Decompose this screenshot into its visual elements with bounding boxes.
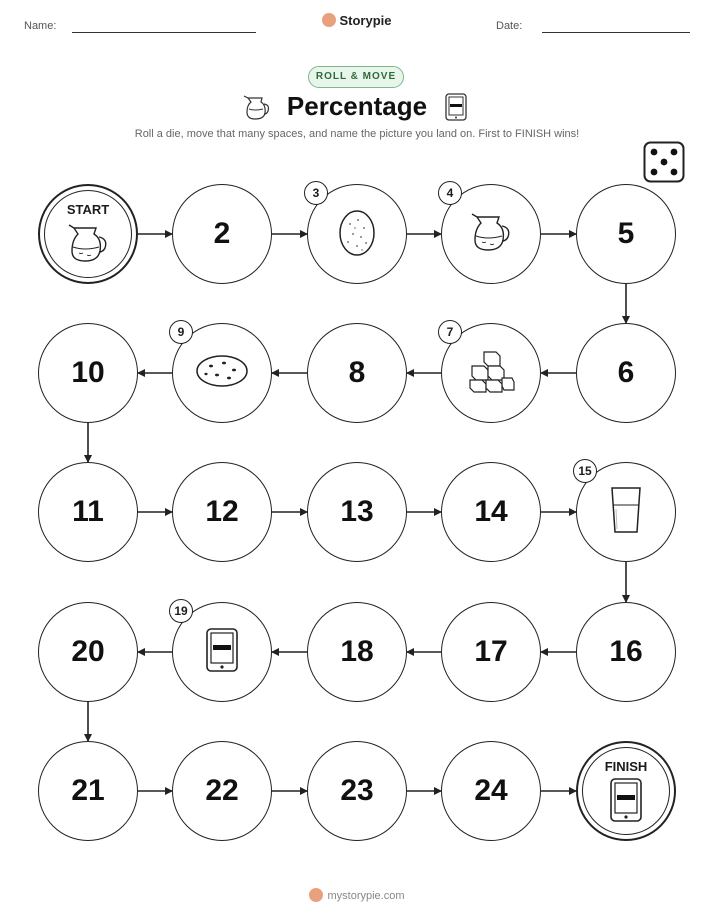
board-space	[576, 184, 676, 284]
board-space	[172, 602, 272, 702]
space-number: 21	[71, 774, 105, 807]
date-label: Date:	[496, 20, 523, 32]
board-space	[576, 323, 676, 423]
board-space	[38, 462, 138, 562]
start-space	[38, 184, 138, 284]
brand-name: Storypie	[339, 13, 392, 28]
board-space	[307, 323, 407, 423]
space-number: 20	[71, 635, 105, 668]
board-space	[441, 602, 541, 702]
space-number: 2	[213, 217, 231, 250]
instructions: Roll a die, move that many spaces, and name the picture you land on. First to FINISH wins!	[134, 128, 580, 140]
sugar-cubes-icon	[466, 348, 516, 399]
space-number: 16	[609, 635, 643, 668]
space-number: 12	[205, 495, 239, 528]
cookie-icon	[194, 351, 250, 396]
space-number: 11	[72, 495, 104, 528]
space-number: 8	[348, 356, 366, 389]
space-number: 24	[474, 774, 508, 807]
space-number: 5	[617, 217, 635, 250]
space-number: 13	[340, 495, 374, 528]
space-number: 9	[169, 320, 193, 344]
space-number: 10	[71, 356, 105, 389]
footer-text: mystorypie.com	[327, 890, 405, 902]
pitcher-icon	[468, 210, 514, 259]
footer-url	[0, 888, 714, 902]
board-space	[441, 462, 541, 562]
board-space	[307, 602, 407, 702]
space-number: 19	[169, 599, 193, 623]
space-number: 7	[438, 320, 462, 344]
finish-space	[576, 741, 676, 841]
board-space	[576, 602, 676, 702]
board-space	[576, 462, 676, 562]
board-space	[172, 741, 272, 841]
board-space	[172, 323, 272, 423]
glass-icon	[609, 485, 643, 540]
board-space	[172, 462, 272, 562]
board-space	[38, 741, 138, 841]
space-number: 22	[205, 774, 239, 807]
space-number: 6	[617, 356, 635, 389]
name-label: Name:	[24, 20, 57, 32]
space-number: 23	[340, 774, 374, 807]
tablet-icon	[609, 777, 643, 828]
space-number: 4	[438, 181, 462, 205]
space-number: 17	[474, 635, 508, 668]
board-space	[38, 323, 138, 423]
board-space	[172, 184, 272, 284]
space-number: 14	[474, 495, 508, 528]
board-space	[441, 741, 541, 841]
tablet-icon	[205, 627, 239, 678]
board-space	[441, 184, 541, 284]
board-space	[441, 323, 541, 423]
bear-icon	[309, 888, 323, 902]
start-label: START	[66, 202, 110, 217]
board-space	[307, 741, 407, 841]
board-space	[307, 184, 407, 284]
pitcher-icon	[65, 221, 111, 270]
board-space	[307, 462, 407, 562]
finish-label: FINISH	[604, 759, 648, 774]
roll-move-badge: ROLL & MOVE	[308, 66, 404, 88]
space-number: 18	[340, 635, 374, 668]
space-number: 3	[304, 181, 328, 205]
egg-icon	[335, 206, 379, 263]
space-number: 15	[573, 459, 597, 483]
board-space	[38, 602, 138, 702]
page-title: Percentage	[286, 91, 428, 121]
